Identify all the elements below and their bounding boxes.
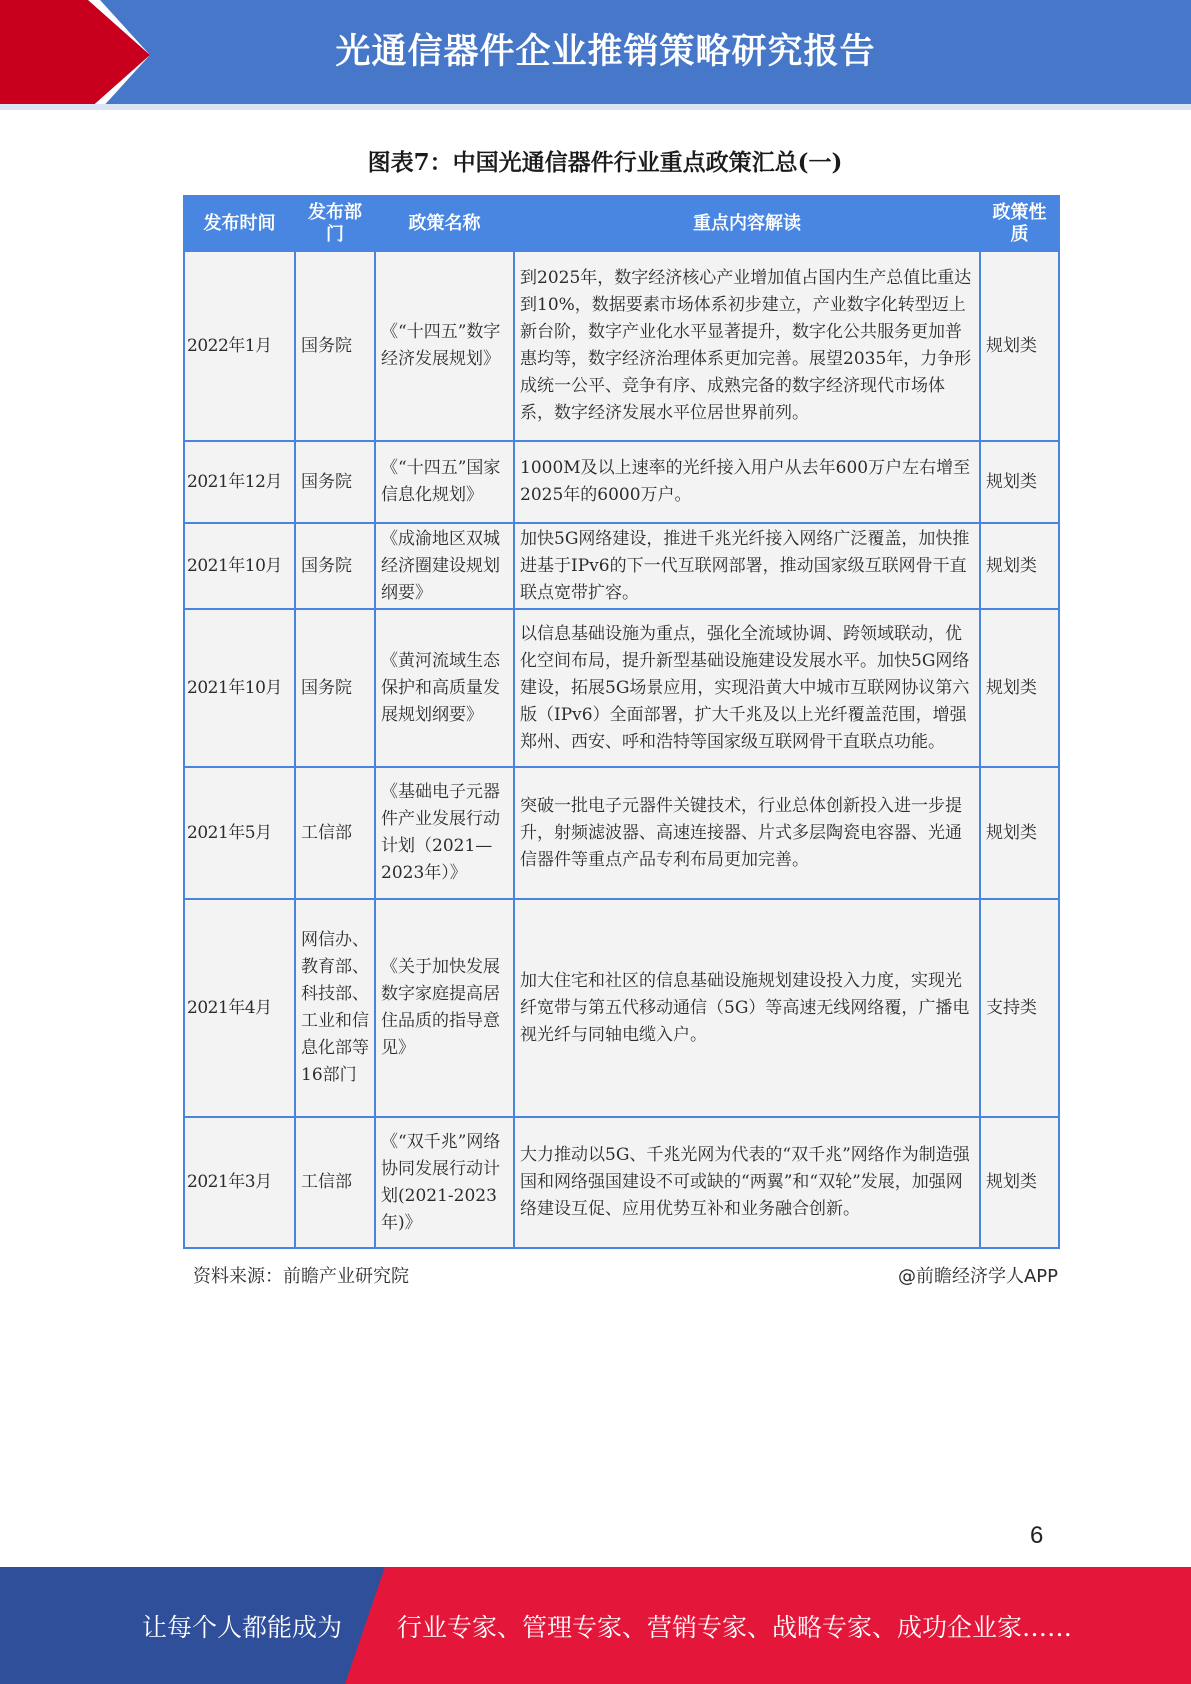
cell-type: 支持类 [980, 899, 1059, 1117]
table-row [184, 523, 1059, 609]
cell-type: 规划类 [980, 251, 1059, 441]
cell-name: 《关于加快发展数字家庭提高居住品质的指导意见》 [375, 899, 514, 1117]
table-row [184, 767, 1059, 899]
cell-type: 规划类 [980, 1117, 1059, 1248]
cell-content: 大力推动以5G、千兆光网为代表的“双千兆”网络作为制造强国和网络强国建设不可或缺的“两翼”和“双轮”发展，加强网络建设互促、应用优势互补和业务融合创新。 [514, 1117, 980, 1248]
policy-table [183, 195, 1060, 1249]
report-title: 光通信器件企业推销策略研究报告 [335, 32, 876, 72]
cell-content: 加快5G网络建设，推进千兆光纤接入网络广泛覆盖，加快推进基于IPv6的下一代互联网部署，推动国家级互联网骨干直联点宽带扩容。 [514, 523, 980, 609]
cell-dept: 国务院 [295, 441, 375, 523]
cell-dept: 国务院 [295, 609, 375, 767]
source-note: 资料来源：前瞻产业研究院 [193, 1266, 409, 1287]
table-row [184, 251, 1059, 441]
header-dept: 发布部门 [295, 196, 375, 251]
header-name: 政策名称 [375, 196, 514, 251]
cell-type: 规划类 [980, 767, 1059, 899]
cell-type: 规划类 [980, 523, 1059, 609]
cell-dept: 工信部 [295, 1117, 375, 1248]
figure-title: 图表7：中国光通信器件行业重点政策汇总(一) [367, 149, 843, 176]
app-credit: @前瞻经济学人APP [897, 1266, 1058, 1287]
table-row [184, 1117, 1059, 1248]
cell-type: 规划类 [980, 609, 1059, 767]
cell-content: 突破一批电子元器件关键技术，行业总体创新投入进一步提升，射频滤波器、高速连接器、片式多层陶瓷电容器、光通信器件等重点产品专利布局更加完善。 [514, 767, 980, 899]
table-row [184, 899, 1059, 1117]
cell-dept: 国务院 [295, 523, 375, 609]
cell-type: 规划类 [980, 441, 1059, 523]
cell-name: 《“十四五”数字经济发展规划》 [375, 251, 514, 441]
cell-name: 《“双千兆”网络协同发展行动计划(2021-2023年)》 [375, 1117, 514, 1248]
cell-name: 《黄河流域生态保护和高质量发展规划纲要》 [375, 609, 514, 767]
cell-dept: 国务院 [295, 251, 375, 441]
table-row [184, 609, 1059, 767]
header-divider [0, 104, 1191, 110]
cell-date: 2021年3月 [184, 1117, 295, 1248]
page-footer [0, 1567, 1191, 1684]
page-number: 6 [1030, 1522, 1044, 1549]
cell-name: 《基础电子元器件产业发展行动计划（2021—2023年）》 [375, 767, 514, 899]
cell-date: 2021年4月 [184, 899, 295, 1117]
footer-slogan-right: 行业专家、管理专家、营销专家、战略专家、成功企业家…… [397, 1613, 1073, 1642]
footer-slogan-left: 让每个人都能成为 [142, 1613, 343, 1642]
table-row [184, 441, 1059, 523]
cell-content: 1000M及以上速率的光纤接入用户从去年600万户左右增至2025年的6000万户。 [514, 441, 980, 523]
cell-content: 加大住宅和社区的信息基础设施规划建设投入力度，实现光纤宽带与第五代移动通信（5G）等高速无线网络覆，广播电视光纤与同轴电缆入户。 [514, 899, 980, 1117]
cell-date: 2022年1月 [184, 251, 295, 441]
table-header-row [184, 196, 1059, 251]
cell-name: 《成渝地区双城经济圈建设规划纲要》 [375, 523, 514, 609]
page-header [0, 0, 1191, 110]
cell-date: 2021年10月 [184, 609, 295, 767]
cell-content: 到2025年，数字经济核心产业增加值占国内生产总值比重达到10%，数据要素市场体系初步建立，产业数字化转型迈上新台阶，数字产业化水平显著提升，数字化公共服务更加普惠均等，数字经济治理体系更加完善。展望2035年，力争形成统一公平、竞争有序、成熟完备的数字经济现代市场体系，数字经济发展水平位居世界前列。 [514, 251, 980, 441]
cell-dept: 网信办、教育部、科技部、工业和信息化部等16部门 [295, 899, 375, 1117]
cell-dept: 工信部 [295, 767, 375, 899]
cell-date: 2021年10月 [184, 523, 295, 609]
cell-date: 2021年12月 [184, 441, 295, 523]
cell-name: 《“十四五”国家信息化规划》 [375, 441, 514, 523]
header-date: 发布时间 [184, 196, 295, 251]
cell-content: 以信息基础设施为重点，强化全流域协调、跨领域联动，优化空间布局，提升新型基础设施建设发展水平。加快5G网络建设，拓展5G场景应用，实现沿黄大中城市互联网协议第六版（IPv6）全面部署，扩大千兆及以上光纤覆盖范围，增强郑州、西安、呼和浩特等国家级互联网骨干直联点功能。 [514, 609, 980, 767]
header-content: 重点内容解读 [514, 196, 980, 251]
cell-date: 2021年5月 [184, 767, 295, 899]
header-type: 政策性质 [980, 196, 1059, 251]
